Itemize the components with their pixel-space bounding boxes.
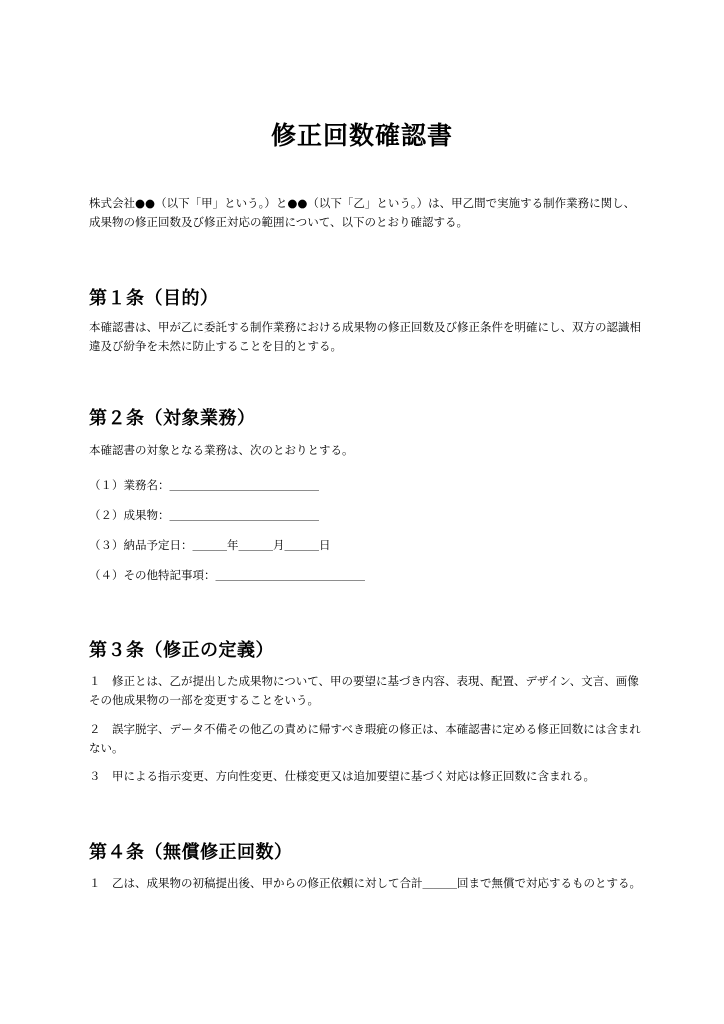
- article-2-item-1: （１）業務名：＿＿＿＿＿＿＿＿＿＿＿＿＿: [89, 478, 319, 492]
- article-2-body: 本確認書の対象となる業務は、次のとおりとする。: [89, 443, 354, 457]
- article-3-heading: 第３条（修正の定義）: [89, 640, 274, 661]
- article-4-paragraph-1: １ 乙は、成果物の初稿提出後、甲からの修正依頼に対して合計＿＿＿回まで無償で対応するものとする。: [89, 876, 641, 890]
- article-3-paragraph-2: ２ 誤字脱字、データ不備その他乙の責めに帰すべき瑕疵の修正は、本確認書に定める修正回数には含まれない。: [89, 722, 641, 755]
- article-2-item-2: （２）成果物：＿＿＿＿＿＿＿＿＿＿＿＿＿: [89, 508, 319, 522]
- article-2-item-3: （３）納品予定日：＿＿＿年＿＿＿月＿＿＿日: [89, 538, 331, 552]
- article-3-paragraph-3: ３ 甲による指示変更、方向性変更、仕様変更又は追加要望に基づく対応は修正回数に含まれる。: [89, 769, 595, 783]
- article-1-body: 本確認書は、甲が乙に委託する制作業務における成果物の修正回数及び修正条件を明確にし、双方の認識相違及び紛争を未然に防止することを目的とする。: [89, 320, 641, 353]
- article-1-heading: 第１条（目的）: [89, 288, 219, 309]
- article-4-heading: 第４条（無償修正回数）: [89, 842, 293, 863]
- article-3-paragraph-1: １ 修正とは、乙が提出した成果物について、甲の要望に基づき内容、表現、配置、デザイン、文言、画像その他成果物の一部を変更することをいう。: [89, 674, 639, 707]
- article-2-heading: 第２条（対象業務）: [89, 408, 256, 429]
- article-2-item-4: （４）その他特記事項：＿＿＿＿＿＿＿＿＿＿＿＿＿: [89, 568, 365, 582]
- document-title: 修正回数確認書: [270, 121, 453, 150]
- intro-paragraph: 株式会社●●（以下「甲」という。）と●●（以下「乙」という。）は、甲乙間で実施する制作業務に関し、成果物の修正回数及び修正対応の範囲について、以下のとおり確認する。: [89, 196, 636, 229]
